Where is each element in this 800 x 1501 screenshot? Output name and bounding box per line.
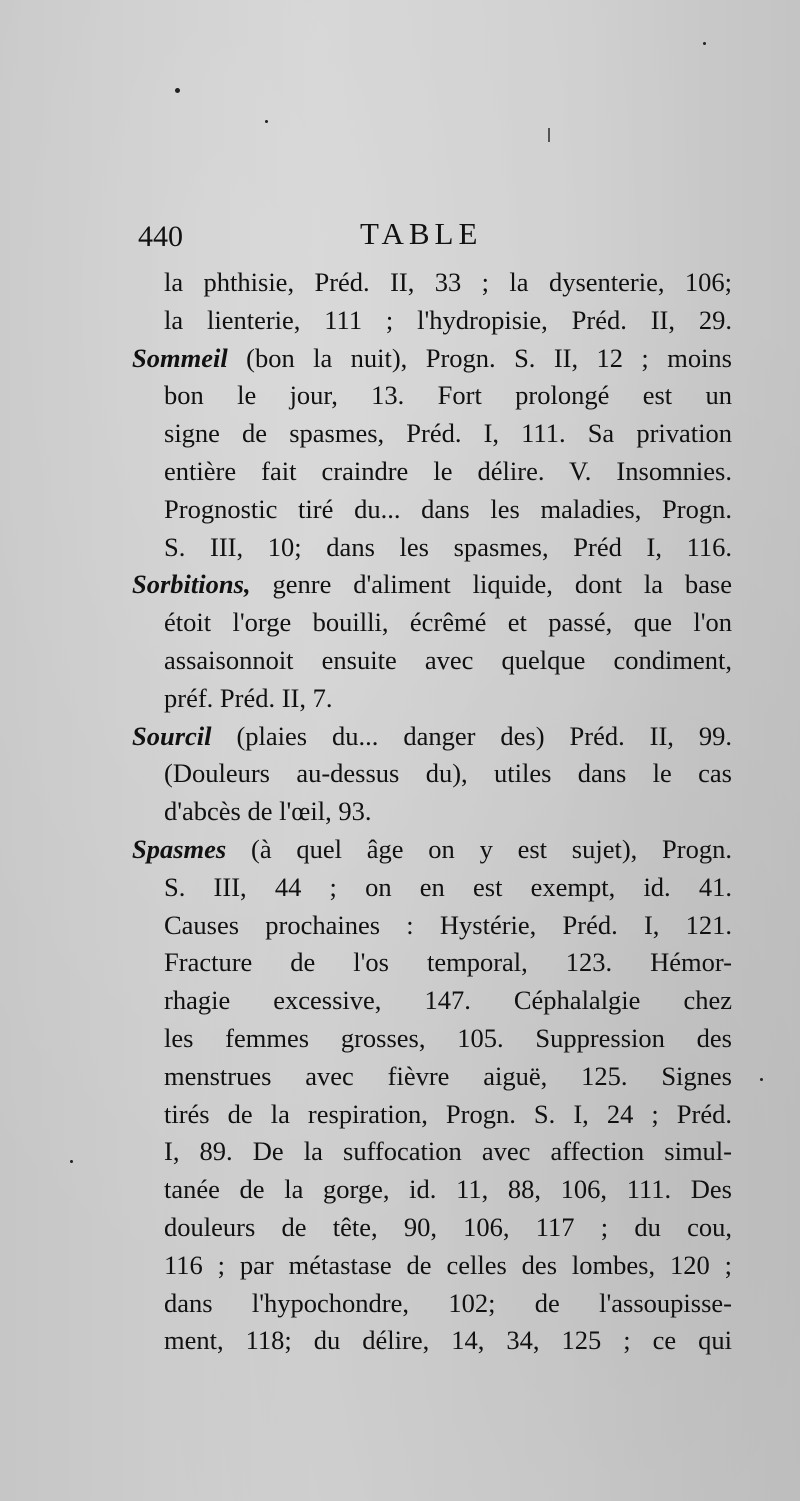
- line-text: I, 89. De la suffocation avec affection simul-: [164, 1136, 732, 1167]
- line-text: rhagie excessive, 147. Céphalalgie chez: [164, 985, 732, 1016]
- entry-headword: Spasmes: [132, 833, 227, 864]
- paper-scratch: [548, 128, 550, 142]
- index-text-line: [132, 793, 732, 831]
- line-text: S. III, 44 ; on en est exempt, id. 41.: [164, 871, 732, 902]
- line-text: la phthisie, Préd. II, 33 ; la dysenterie, 106;: [164, 267, 732, 297]
- entry-headword: Sorbitions,: [132, 569, 251, 600]
- index-text-line: [132, 1096, 732, 1134]
- line-text: assaisonnoit ensuite avec quelque condiment,: [164, 644, 732, 675]
- index-text-line: [132, 1247, 732, 1285]
- index-text-line: [132, 1058, 732, 1096]
- ink-speck: [760, 1078, 763, 1081]
- index-entry-start-line: [132, 718, 732, 756]
- line-text: ment, 118; du délire, 14, 34, 125 ; ce qui: [164, 1325, 732, 1356]
- index-text-line: [132, 907, 732, 945]
- line-text: (plaies du... danger des) Préd. II, 99.: [211, 720, 732, 751]
- index-text-line: [132, 1322, 732, 1360]
- line-text: entière fait craindre le délire. V. Insomnies.: [164, 455, 732, 486]
- index-text-line: [132, 1171, 732, 1209]
- index-text-line: [132, 1285, 732, 1323]
- index-text-line: [132, 415, 732, 453]
- line-text: genre d'aliment liquide, dont la base: [250, 569, 732, 600]
- index-text-line: [132, 982, 732, 1020]
- page-number: 440: [138, 220, 183, 253]
- index-text-line: [132, 377, 732, 415]
- line-text: la lienterie, 111 ; l'hydropisie, Préd. II, 29.: [164, 304, 732, 335]
- index-entry-start-line: [132, 566, 732, 604]
- index-text-line: [132, 642, 732, 680]
- index-text-line: [132, 491, 732, 529]
- index-entry-start-line: [132, 831, 732, 869]
- line-text: menstrues avec fièvre aiguë, 125. Signes: [164, 1060, 732, 1091]
- line-text: (à quel âge on y est sujet), Progn.: [226, 833, 732, 864]
- line-text: dans l'hypochondre, 102; de l'assoupisse-: [164, 1287, 732, 1318]
- line-text: préf. Préd. II, 7.: [164, 682, 333, 713]
- line-text: S. III, 10; dans les spasmes, Préd I, 116.: [164, 531, 732, 562]
- ink-speck: [703, 42, 706, 45]
- line-text: tanée de la gorge, id. 11, 88, 106, 111. Des: [164, 1174, 732, 1205]
- line-text: 116 ; par métastase de celles des lombes, 120 ;: [164, 1249, 732, 1280]
- index-text-line: [132, 529, 732, 567]
- line-text: (Douleurs au-dessus du), utiles dans le cas: [164, 758, 732, 789]
- ink-speck: [175, 88, 180, 93]
- index-text-line: [132, 264, 732, 302]
- index-text-line: [132, 680, 732, 718]
- line-text: Fracture de l'os temporal, 123. Hémor-: [164, 947, 732, 978]
- index-text-line: [132, 453, 732, 491]
- line-text: signe de spasmes, Préd. I, 111. Sa privation: [164, 418, 732, 449]
- line-text: Causes prochaines : Hystérie, Préd. I, 121.: [164, 909, 732, 940]
- index-text-line: [132, 1209, 732, 1247]
- index-text-line: [132, 755, 732, 793]
- index-text-line: [132, 869, 732, 907]
- line-text: (bon la nuit), Progn. S. II, 12 ; moins: [227, 342, 732, 373]
- line-text: bon le jour, 13. Fort prolongé est un: [164, 380, 732, 411]
- index-entries: [132, 264, 732, 1360]
- line-text: tirés de la respiration, Progn. S. I, 24 ; Préd.: [164, 1098, 732, 1129]
- entry-headword: Sourcil: [132, 720, 212, 751]
- index-text-line: [132, 302, 732, 340]
- line-text: les femmes grosses, 105. Suppression des: [164, 1022, 732, 1053]
- index-entry-start-line: [132, 340, 732, 378]
- line-text: étoit l'orge bouilli, écrêmé et passé, que l'on: [164, 607, 732, 638]
- line-text: douleurs de tête, 90, 106, 117 ; du cou,: [164, 1211, 732, 1242]
- line-text: d'abcès de l'œil, 93.: [164, 796, 372, 827]
- page-header: [138, 212, 738, 262]
- ink-speck: [265, 120, 268, 123]
- line-text: Prognostic tiré du... dans les maladies, Progn.: [164, 493, 732, 524]
- index-text-line: [132, 1020, 732, 1058]
- index-text-line: [132, 1133, 732, 1171]
- ink-speck: [70, 1160, 73, 1163]
- running-head: TABLE: [360, 216, 483, 251]
- index-text-line: [132, 604, 732, 642]
- entry-headword: Sommeil: [132, 342, 228, 373]
- index-text-line: [132, 944, 732, 982]
